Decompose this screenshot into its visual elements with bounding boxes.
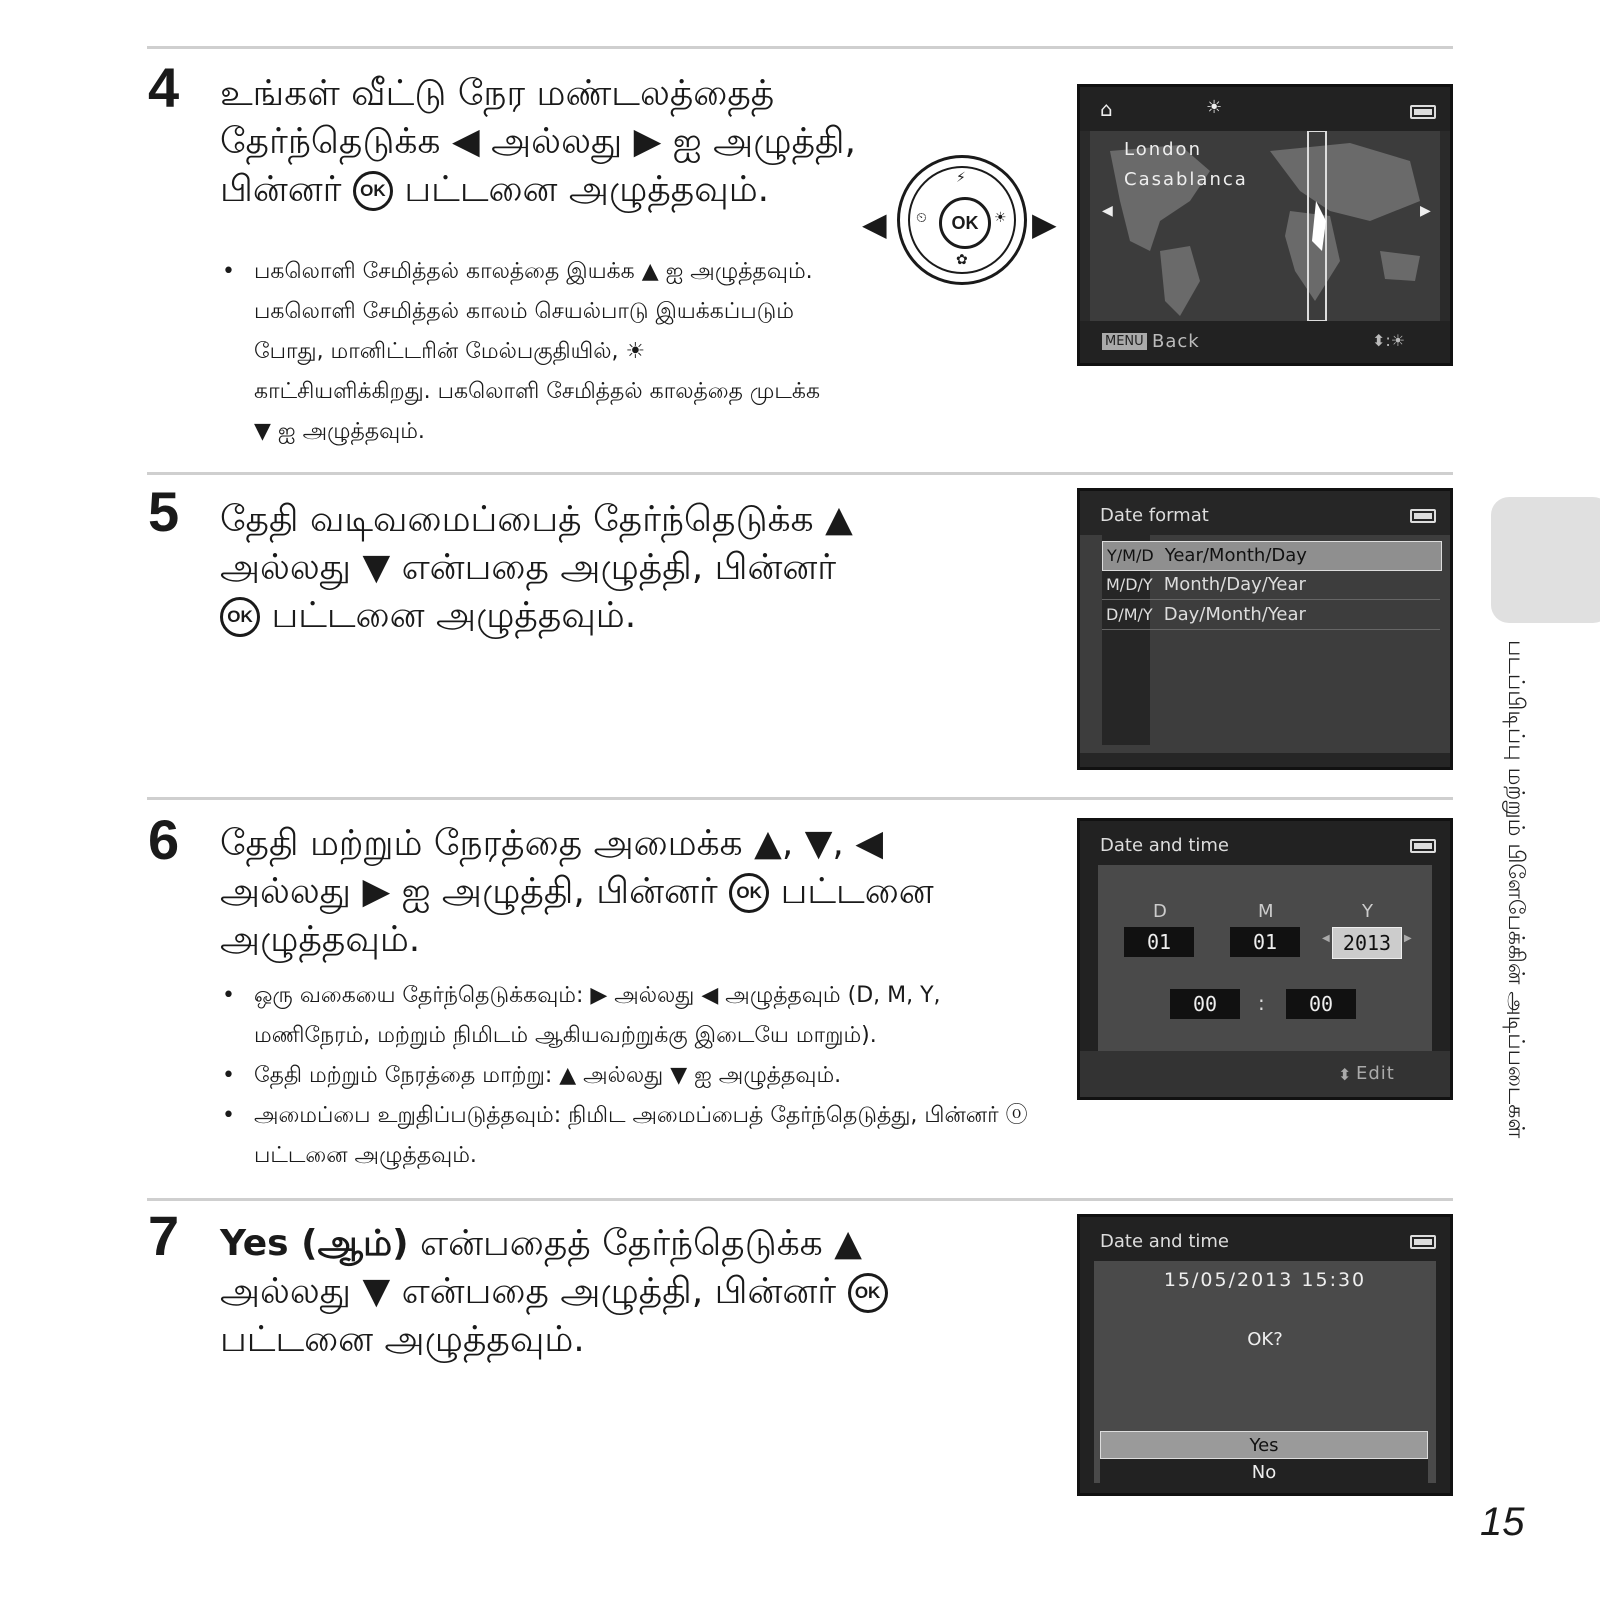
note-item: • அமைப்பை உறுதிப்படுத்தவும்: நிமிட அமைப்பைத் தேர்ந்தெடுத்து, பின்னர் ⓞ பட்டனை அழுத்தவும். (222, 1096, 1052, 1176)
datetime-value: 15/05/2013 15:30 (1163, 1269, 1367, 1291)
step-text: பட்டனை அழுத்தவும். (220, 1319, 585, 1360)
format-option[interactable] (1102, 541, 1442, 571)
ok-button: OK (939, 197, 991, 249)
option-name: Yes (ஆம்) (220, 1223, 409, 1264)
city-name: Casablanca (1124, 169, 1248, 190)
step-number: 4 (148, 56, 180, 119)
step-text: அல்லது (491, 121, 623, 162)
format-code: D/M/Y (1106, 605, 1153, 624)
screen-top-bar (1080, 821, 1450, 865)
dst-hint: ⬍:☀ (1372, 331, 1406, 350)
time-separator: : (1258, 991, 1265, 1015)
screen-top-bar (1080, 1217, 1450, 1261)
step-text: பட்டனை அழுத்தவும். (271, 595, 637, 636)
up-arrow-icon: ▲ (834, 1223, 862, 1264)
up-arrow-icon: ▲ (825, 499, 853, 540)
step-heading (220, 820, 960, 964)
step-heading (220, 1220, 900, 1364)
right-arrow-icon: ▶ (633, 121, 662, 162)
step-number: 5 (148, 480, 180, 543)
world-map (1090, 131, 1440, 321)
step-text: அல்லது (220, 547, 351, 588)
daylight-saving-icon: ☀ (1206, 97, 1223, 118)
up-down-icon: ⬍ (1338, 1065, 1352, 1084)
format-label: Month/Day/Year (1163, 574, 1306, 595)
page-number: 15 (1480, 1500, 1525, 1544)
home-icon: ⌂ (1100, 97, 1113, 121)
macro-icon: ✿ (956, 252, 968, 268)
hour-field[interactable]: 00 (1170, 989, 1240, 1019)
right-arrow-icon: ▶ (362, 871, 391, 912)
step-text: ஐ அழுத்தி, பின்னர் (401, 871, 718, 912)
divider (147, 1198, 1453, 1201)
format-option[interactable] (1102, 571, 1440, 600)
note-item: • பகலொளி சேமித்தல் காலத்தை இயக்க ▲ ஐ அழுத்தவும். பகலொளி சேமித்தல் காலம் செயல்பாடு இயக்கப்படும் போது, மானிட்டரின் மேல்பகுதியில், ☀ காட்சியளிக்கிறது. பகலொளி சேமித்தல் காலத்தை முடக்க ▼ ஐ அழுத்தவும். (222, 252, 822, 452)
edit-panel (1098, 865, 1432, 1051)
screen-top-bar (1080, 87, 1450, 131)
screen-bottom-bar (1080, 753, 1450, 770)
left-arrow-icon: ◀ (855, 823, 884, 864)
battery-icon (1410, 509, 1436, 523)
step-text: என்பதை அழுத்தி, பின்னர் (401, 547, 837, 588)
ok-button-icon: OK (353, 171, 393, 211)
step-text: பட்டனை அழுத்தவும். (404, 169, 770, 210)
edit-label: Edit (1356, 1063, 1395, 1084)
month-field[interactable]: 01 (1230, 927, 1300, 957)
up-arrow-icon: ▲, (754, 823, 794, 864)
step-text: அல்லது (220, 1271, 351, 1312)
self-timer-icon: ⏲ (916, 210, 927, 226)
step-text: என்பதைத் தேர்ந்தெடுக்க (420, 1223, 823, 1264)
year-field[interactable]: 2013 (1332, 927, 1402, 959)
step-text: அல்லது (220, 871, 351, 912)
timezone-screen (1077, 84, 1453, 366)
ok-button-icon: OK (220, 597, 260, 637)
multi-selector-diagram (862, 150, 1062, 300)
month-label: M (1258, 901, 1274, 922)
divider (147, 46, 1453, 49)
step-text: என்பதை அழுத்தி, பின்னர் (401, 1271, 837, 1312)
note-item: • ஒரு வகையை தேர்ந்தெடுக்கவும்: ▶ அல்லது ◀ அழுத்தவும் (D, M, Y, மணிநேரம், மற்றும் நிமிடம் ஆகியவற்றுக்கு இடையே மாறும்). (222, 976, 1052, 1056)
svg-text:▶: ▶ (1420, 203, 1431, 219)
year-label: Y (1362, 901, 1373, 922)
battery-icon (1410, 1235, 1436, 1249)
left-arrow-icon: ◀ (452, 121, 480, 162)
ok-button-icon: OK (848, 1273, 888, 1313)
step-text: ஐ அழுத்தி, பின்னர் (220, 121, 856, 210)
step-number: 6 (148, 808, 180, 871)
battery-icon (1410, 105, 1436, 119)
menu-button-icon: MENU (1102, 333, 1147, 350)
step-number: 7 (148, 1204, 180, 1267)
step-notes (222, 976, 1052, 1176)
ok-button-icon: OK (729, 873, 769, 913)
svg-text:◀: ◀ (1102, 203, 1113, 219)
selector-ring (897, 155, 1027, 285)
format-code: M/D/Y (1106, 575, 1153, 594)
day-label: D (1153, 901, 1167, 922)
section-tab (1491, 497, 1600, 623)
divider (147, 472, 1453, 475)
down-arrow-icon: ▼ (362, 1271, 391, 1312)
confirm-panel (1094, 1261, 1436, 1483)
confirm-question: OK? (1247, 1329, 1283, 1350)
no-option[interactable]: No (1100, 1459, 1428, 1487)
screen-bottom-bar (1080, 1051, 1450, 1100)
screen-title: Date format (1100, 505, 1209, 526)
step-heading (220, 70, 900, 214)
format-label: Year/Month/Day (1164, 545, 1307, 566)
step-heading (220, 496, 880, 640)
day-field[interactable]: 01 (1124, 927, 1194, 957)
screen-title: Date and time (1100, 1231, 1229, 1252)
yes-option[interactable]: Yes (1100, 1431, 1428, 1459)
right-arrow-icon: ▶ (1404, 933, 1412, 944)
screen-title: Date and time (1100, 835, 1229, 856)
back-label: Back (1152, 331, 1200, 352)
date-format-screen (1077, 488, 1453, 770)
down-arrow-icon: ▼ (362, 547, 391, 588)
exposure-icon: ☀ (994, 210, 1007, 226)
battery-icon (1410, 839, 1436, 853)
right-arrow-icon: ▶ (1032, 205, 1057, 243)
minute-field[interactable]: 00 (1286, 989, 1356, 1019)
down-arrow-icon: ▼, (804, 823, 844, 864)
step-notes (222, 252, 822, 452)
step-text: தேதி மற்றும் நேரத்தை அமைக்க (220, 823, 743, 864)
section-label: படப்பிடிப்பு மற்றும் பிளேபேக்கின் அடிப்படைகள் (1503, 640, 1528, 1139)
date-time-confirm-screen (1077, 1214, 1453, 1496)
step-text: பட்டனை அழுத்தவும். (220, 871, 934, 960)
city-name: London (1124, 139, 1202, 160)
screen-bottom-bar (1080, 321, 1450, 366)
left-arrow-icon: ◀ (1322, 933, 1330, 944)
step-text: தேதி வடிவமைப்பைத் தேர்ந்தெடுக்க (220, 499, 814, 540)
divider (147, 797, 1453, 800)
format-option[interactable] (1102, 601, 1440, 630)
flash-icon: ⚡ (956, 170, 966, 186)
date-time-edit-screen (1077, 818, 1453, 1100)
step-text: உங்கள் வீட்டு நேர மண்டலத்தைத் தேர்ந்தெடுக்க (220, 73, 775, 162)
left-arrow-icon: ◀ (862, 205, 887, 243)
screen-top-bar (1080, 491, 1450, 535)
note-item: • தேதி மற்றும் நேரத்தை மாற்று: ▲ அல்லது ▼ ஐ அழுத்தவும். (222, 1056, 1052, 1096)
format-label: Day/Month/Year (1163, 604, 1306, 625)
format-code: Y/M/D (1107, 546, 1154, 565)
